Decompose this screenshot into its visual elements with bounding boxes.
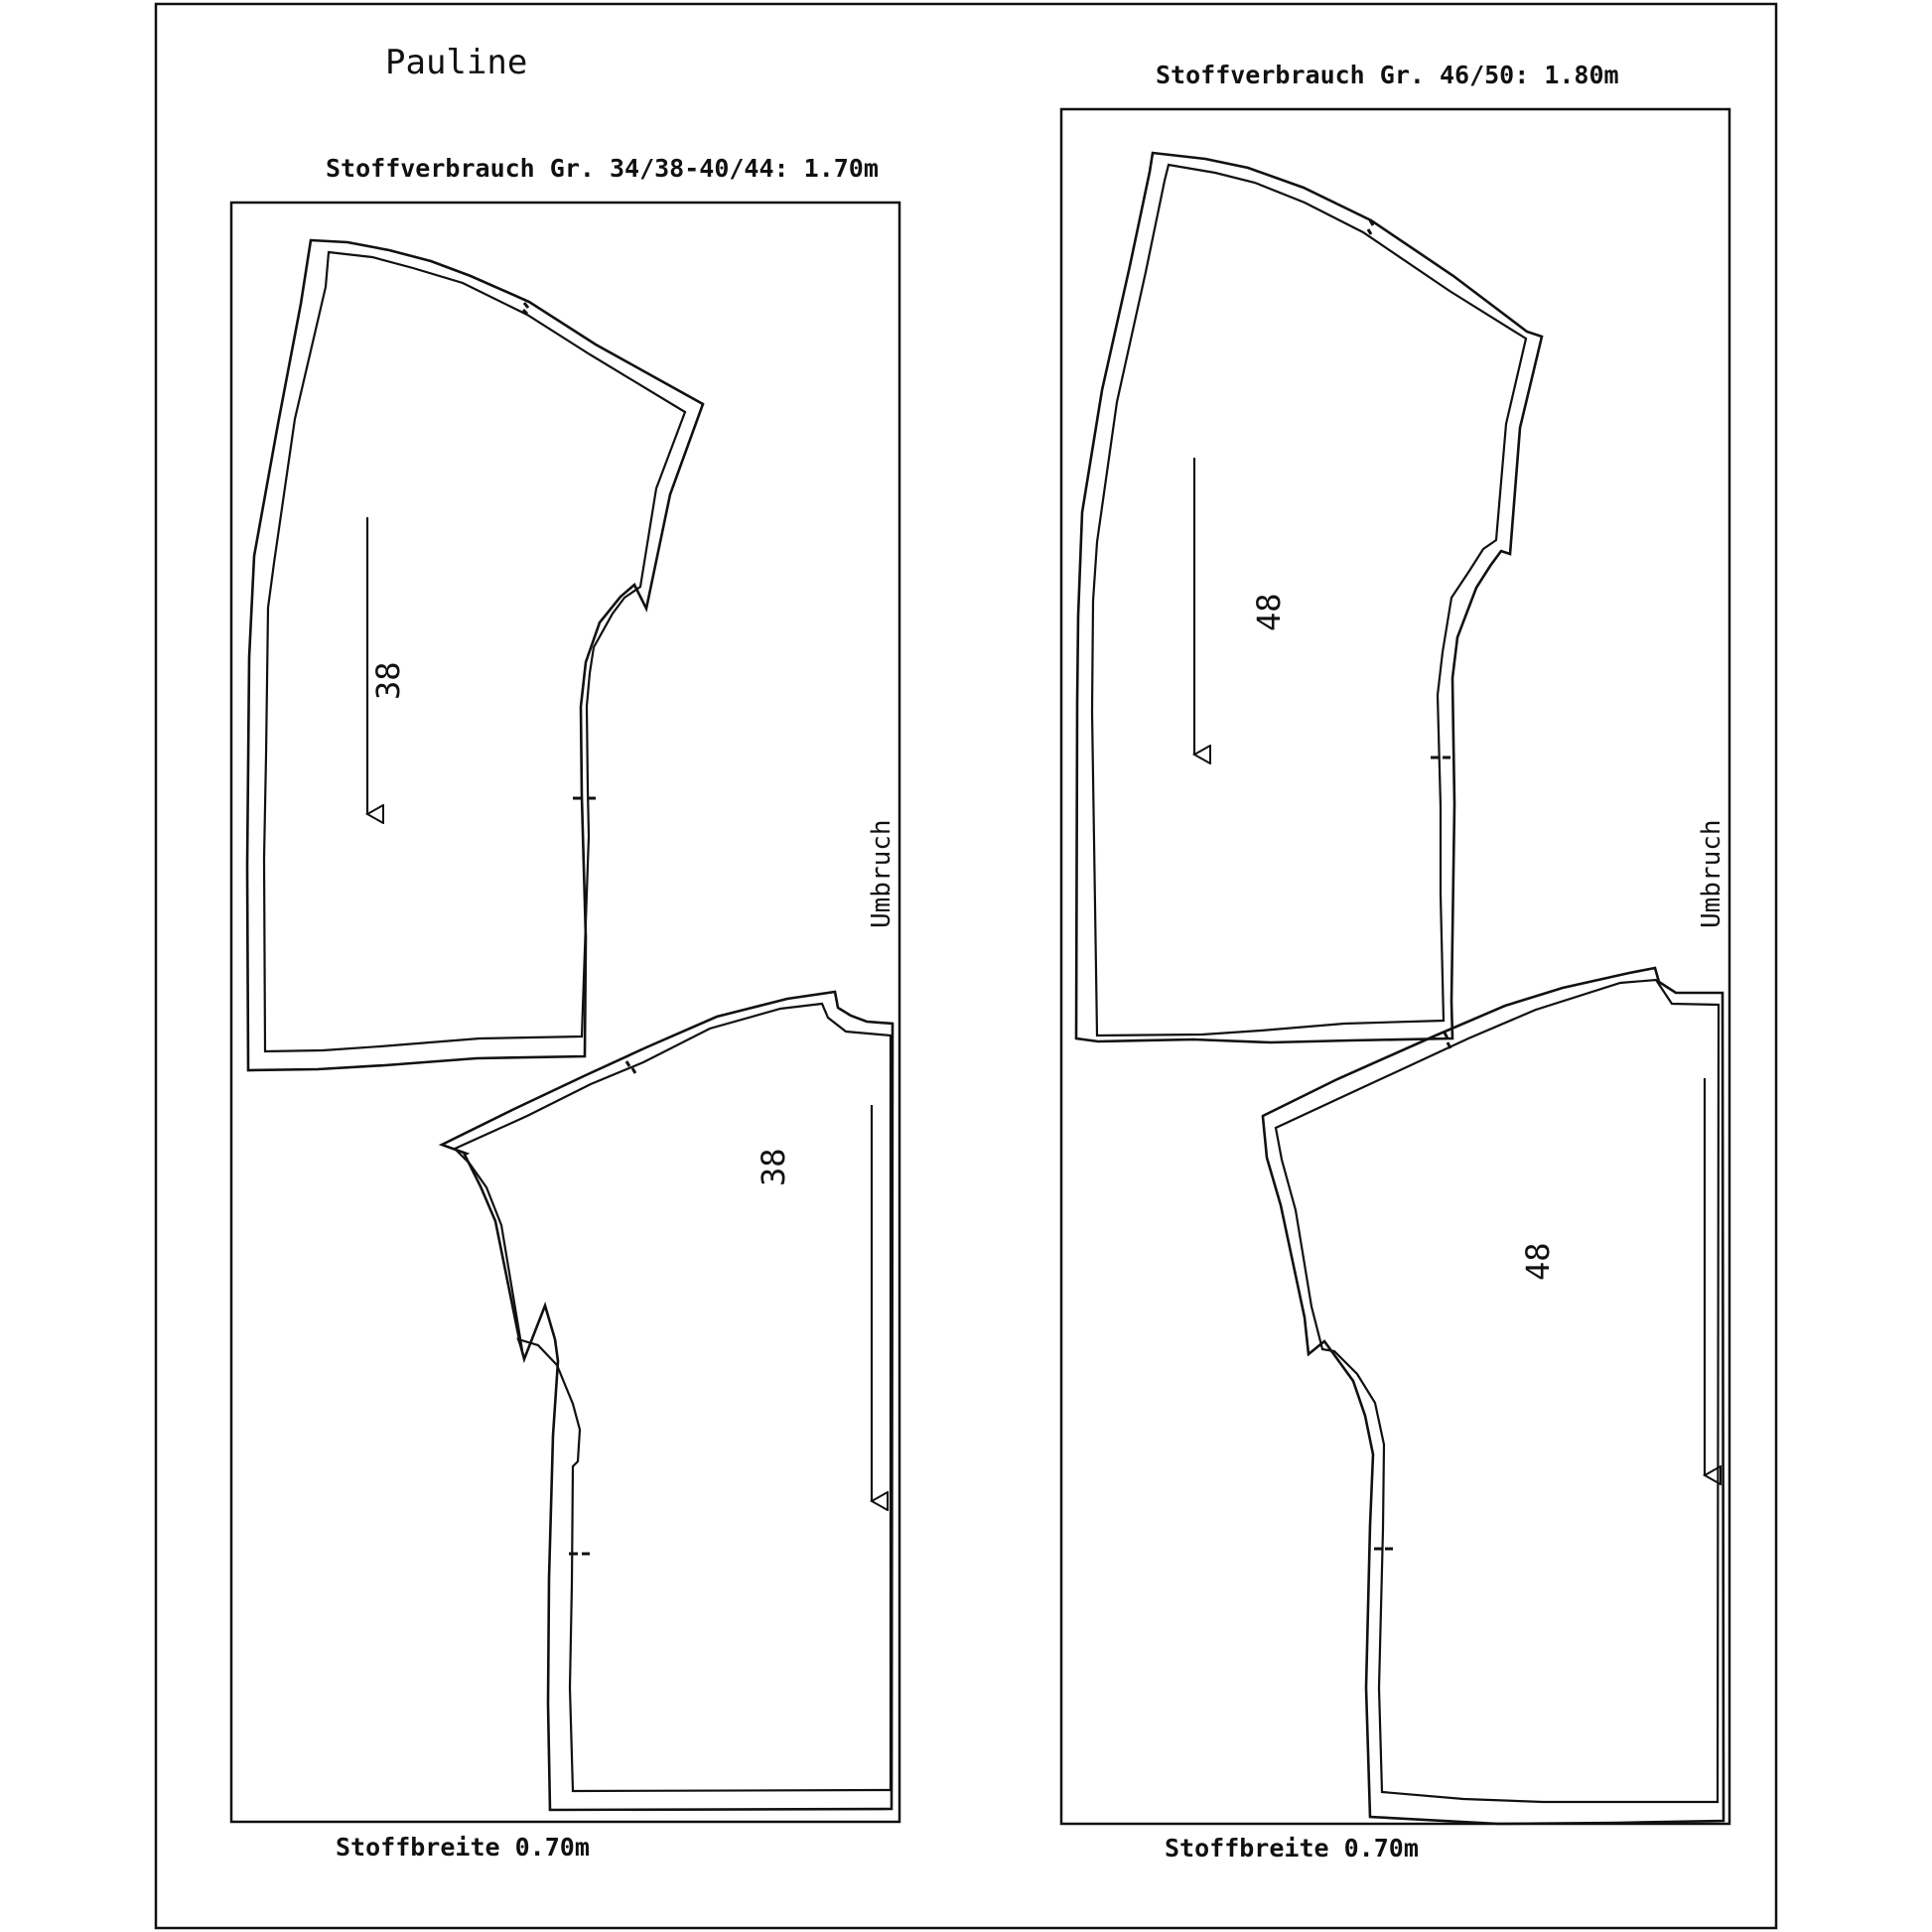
left-piece-upper-size-label: 38 xyxy=(369,661,407,700)
left-piece-lower-cut-line xyxy=(442,992,893,1810)
right-piece-lower-cut-line xyxy=(1263,968,1724,1824)
right-piece-upper-size-label: 48 xyxy=(1250,593,1288,631)
left-piece-upper-cut-line xyxy=(247,240,703,1070)
notch xyxy=(632,1068,635,1073)
right-piece-upper xyxy=(1076,153,1542,1042)
right-piece-lower-seam-line xyxy=(1276,980,1719,1802)
left-fabric-usage: Stoffverbrauch Gr. 34/38-40/44: 1.70m xyxy=(326,154,879,183)
notch xyxy=(626,1061,629,1066)
left-piece-lower-size-label: 38 xyxy=(755,1148,792,1186)
right-fabric-frame xyxy=(1061,109,1729,1824)
sheet-border xyxy=(156,4,1776,1928)
left-fold-label: Umbruch xyxy=(867,819,897,928)
pattern-title: Pauline xyxy=(385,43,528,82)
right-layout xyxy=(1061,61,1729,1863)
right-piece-lower xyxy=(1263,968,1724,1824)
right-piece-upper-cut-line xyxy=(1076,153,1542,1042)
left-piece-lower-seam-line xyxy=(455,1004,891,1791)
left-fabric-width: Stoffbreite 0.70m xyxy=(336,1833,590,1862)
left-piece-lower xyxy=(442,992,893,1810)
notch xyxy=(1368,229,1371,234)
left-layout xyxy=(231,154,899,1862)
left-piece-upper xyxy=(247,240,703,1070)
notch xyxy=(524,303,528,308)
left-fabric-frame xyxy=(231,203,899,1822)
right-fabric-usage: Stoffverbrauch Gr. 46/50: 1.80m xyxy=(1156,61,1619,89)
left-piece-upper-seam-line xyxy=(264,252,685,1051)
right-fabric-width: Stoffbreite 0.70m xyxy=(1165,1834,1419,1863)
right-piece-upper-seam-line xyxy=(1092,165,1526,1035)
right-piece-lower-size-label: 48 xyxy=(1519,1242,1557,1281)
right-fold-label: Umbruch xyxy=(1697,819,1726,928)
